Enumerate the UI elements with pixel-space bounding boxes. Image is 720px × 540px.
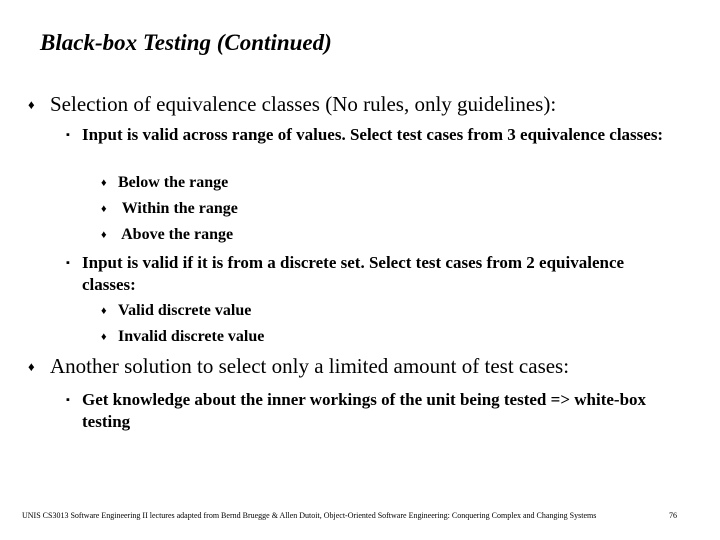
square-bullet-icon: ▪ [66, 257, 70, 269]
bullet-2 [28, 354, 570, 379]
bullet-1-2-1-text: Valid discrete value [118, 302, 252, 319]
bullet-1-text: Selection of equivalence classes (No rules, only guidelines): [50, 92, 557, 116]
bullet-1-1-text: Input is valid across range of values. Select test cases from 3 equivalence classes: [82, 125, 664, 144]
diamond-bullet-icon: ♦ [101, 203, 107, 215]
bullet-1-1-1-text: Below the range [118, 174, 229, 191]
bullet-1-2-text: Input is valid if it is from a discrete set. Select test cases from 2 equivalence classes: [82, 253, 625, 294]
bullet-1-2 [66, 252, 682, 296]
bullet-1-2-1 [101, 302, 252, 320]
bullet-1 [28, 92, 557, 117]
diamond-bullet-icon: ♦ [101, 305, 107, 317]
diamond-bullet-icon: ♦ [101, 229, 107, 241]
bullet-2-1 [66, 389, 682, 433]
bullet-2-1-text: Get knowledge about the inner workings of the unit being tested => white-box testing [82, 390, 647, 431]
bullet-1-1 [66, 124, 682, 146]
bullet-1-1-3 [101, 226, 234, 244]
bullet-1-1-3-text: Above the range [118, 226, 234, 243]
bullet-1-2-2-text: Invalid discrete value [118, 328, 265, 345]
bullet-1-1-1 [101, 174, 229, 192]
bullet-1-2-2 [101, 328, 265, 346]
diamond-bullet-icon: ♦ [101, 177, 107, 189]
bullet-1-1-2 [101, 200, 238, 218]
diamond-bullet-icon: ♦ [28, 97, 35, 112]
page-number: 76 [669, 511, 677, 520]
slide-footer: UNIS CS3013 Software Engineering II lectures adapted from Bernd Bruegge & Allen Dutoit, Object-Oriented Software Engineering: Conquering Complex and Changing Systems [22, 511, 597, 520]
bullet-1-1-2-text: Within the range [118, 200, 238, 217]
square-bullet-icon: ▪ [66, 394, 70, 406]
square-bullet-icon: ▪ [66, 129, 70, 141]
diamond-bullet-icon: ♦ [101, 331, 107, 343]
slide-title: Black-box Testing (Continued) [40, 30, 332, 55]
bullet-2-text: Another solution to select only a limited amount of test cases: [50, 354, 570, 378]
diamond-bullet-icon: ♦ [28, 359, 35, 374]
